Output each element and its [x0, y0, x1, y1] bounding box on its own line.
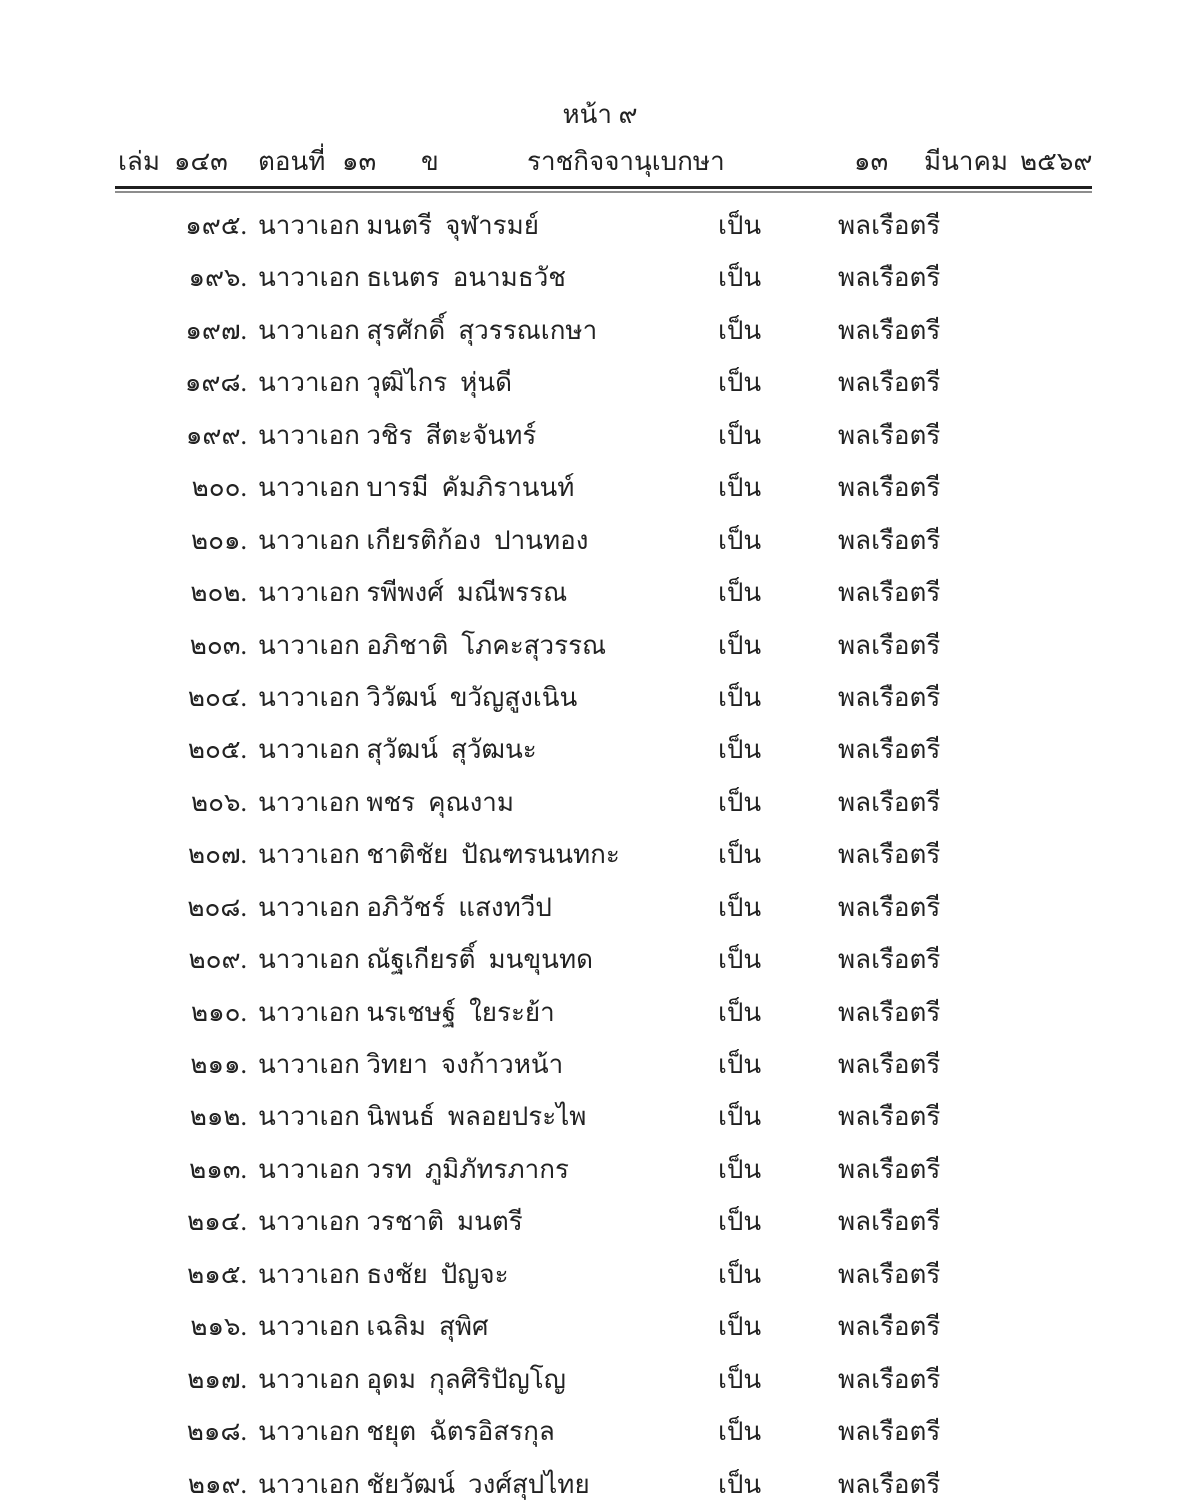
verb: เป็น: [718, 211, 762, 240]
verb: เป็น: [718, 1154, 762, 1184]
list-item: [0, 252, 1200, 304]
section-letter: ข: [421, 147, 439, 176]
masthead: [0, 142, 1200, 182]
new-rank: พลเรือตรี: [838, 473, 941, 503]
item-number: ๒๐๗.: [187, 840, 247, 870]
list-item: [0, 882, 1200, 934]
new-rank: พลเรือตรี: [838, 1469, 941, 1499]
verb: เป็น: [718, 263, 762, 293]
officer-name: นาวาเอก วิทยา จงก้าวหน้า: [258, 1050, 564, 1079]
volume-number: ๑๔๓: [174, 147, 228, 176]
verb: เป็น: [718, 1050, 762, 1079]
new-rank: พลเรือตรี: [838, 945, 941, 975]
part-label: ตอนที่: [258, 147, 326, 176]
item-number: ๒๑๘.: [186, 1417, 247, 1447]
list-item: [0, 1196, 1200, 1248]
officer-name: นาวาเอก วิวัฒน์ ขวัญสูงเนิน: [258, 682, 578, 712]
new-rank: พลเรือตรี: [838, 1312, 941, 1342]
verb: เป็น: [718, 1312, 762, 1342]
officer-name: นาวาเอก นรเชษฐ์ ใยระย้า: [258, 997, 555, 1027]
list-item: [0, 1354, 1200, 1406]
officer-name: นาวาเอก ณัฐเกียรติ์ มนขุนทด: [258, 945, 593, 975]
new-rank: พลเรือตรี: [838, 368, 941, 398]
new-rank: พลเรือตรี: [838, 263, 941, 293]
list-item: [0, 1301, 1200, 1353]
officer-name: นาวาเอก ธงชัย ปัญจะ: [258, 1259, 509, 1289]
list-item: [0, 829, 1200, 881]
item-number: ๒๐๔.: [187, 682, 247, 712]
list-item: [0, 1406, 1200, 1458]
new-rank: พลเรือตรี: [838, 787, 941, 817]
promotion-list: [0, 200, 1200, 1508]
item-number: ๒๑๗.: [187, 1364, 247, 1394]
item-number: ๒๑๖.: [190, 1312, 247, 1342]
item-number: ๒๐๙.: [188, 945, 247, 975]
new-rank: พลเรือตรี: [838, 630, 941, 660]
officer-name: นาวาเอก วรชาติ มนตรี: [258, 1207, 523, 1237]
list-item: [0, 1459, 1200, 1508]
verb: เป็น: [718, 1417, 762, 1447]
item-number: ๒๐๒.: [190, 578, 247, 608]
officer-name: นาวาเอก รพีพงศ์ มณีพรรณ: [258, 578, 568, 608]
new-rank: พลเรือตรี: [838, 315, 941, 345]
new-rank: พลเรือตรี: [838, 735, 941, 765]
verb: เป็น: [718, 315, 762, 345]
list-item: [0, 1144, 1200, 1196]
list-item: [0, 305, 1200, 357]
list-item: [0, 672, 1200, 724]
new-rank: พลเรือตรี: [838, 1259, 941, 1289]
item-number: ๑๙๖.: [188, 263, 247, 293]
date-month: มีนาคม: [924, 147, 1009, 176]
officer-name: นาวาเอก เกียรติก้อง ปานทอง: [258, 525, 589, 555]
verb: เป็น: [718, 892, 762, 922]
item-number: ๒๑๐.: [190, 997, 247, 1027]
officer-name: นาวาเอก ชาติชัย ปัณฑรนนทกะ: [258, 840, 620, 870]
officer-name: นาวาเอก อุดม กุลศิริปัญโญ: [258, 1364, 566, 1394]
verb: เป็น: [718, 682, 762, 712]
part-number: ๑๓: [342, 147, 377, 176]
officer-name: นาวาเอก วรท ภูมิภัทรภากร: [258, 1154, 569, 1184]
officer-name: นาวาเอก ธเนตร อนามธวัช: [258, 263, 566, 293]
rule-gray-line: [115, 191, 1092, 193]
new-rank: พลเรือตรี: [838, 525, 941, 555]
date-year: ๒๕๖๙: [1020, 147, 1093, 176]
list-item: [0, 200, 1200, 252]
list-item: [0, 1091, 1200, 1143]
verb: เป็น: [718, 525, 762, 555]
verb: เป็น: [718, 473, 762, 503]
verb: เป็น: [718, 1102, 762, 1132]
new-rank: พลเรือตรี: [838, 1207, 941, 1237]
new-rank: พลเรือตรี: [838, 1154, 941, 1184]
item-number: ๒๑๔.: [187, 1207, 247, 1237]
officer-name: นาวาเอก บารมี คัมภิรานนท์: [258, 473, 575, 503]
item-number: ๒๐๖.: [190, 787, 247, 817]
verb: เป็น: [718, 1259, 762, 1289]
page-number: หน้า ๙: [562, 100, 638, 129]
officer-name: นาวาเอก อภิชาติ โภคะสุวรรณ: [258, 630, 607, 660]
item-number: ๑๙๙.: [185, 420, 247, 450]
new-rank: พลเรือตรี: [838, 1364, 941, 1394]
verb: เป็น: [718, 368, 762, 398]
list-item: [0, 1249, 1200, 1301]
new-rank: พลเรือตรี: [838, 420, 941, 450]
item-number: ๒๑๙.: [187, 1469, 247, 1499]
verb: เป็น: [718, 840, 762, 870]
new-rank: พลเรือตรี: [838, 211, 941, 240]
new-rank: พลเรือตรี: [838, 1050, 941, 1079]
officer-name: นาวาเอก วชิร สีตะจันทร์: [258, 420, 537, 450]
verb: เป็น: [718, 735, 762, 765]
officer-name: นาวาเอก พชร คุณงาม: [258, 787, 515, 817]
verb: เป็น: [718, 945, 762, 975]
item-number: ๒๑๑.: [190, 1050, 247, 1079]
gazette-title: ราชกิจจานุเบกษา: [527, 147, 725, 176]
new-rank: พลเรือตรี: [838, 892, 941, 922]
new-rank: พลเรือตรี: [838, 1417, 941, 1447]
item-number: ๑๙๕.: [185, 211, 247, 240]
new-rank: พลเรือตรี: [838, 682, 941, 712]
list-item: [0, 1039, 1200, 1091]
masthead-rule: [115, 186, 1092, 193]
item-number: ๒๑๕.: [187, 1259, 247, 1289]
item-number: ๒๐๐.: [191, 473, 247, 503]
list-item: [0, 934, 1200, 986]
list-item: [0, 357, 1200, 409]
item-number: ๒๑๒.: [189, 1102, 247, 1132]
verb: เป็น: [718, 1469, 762, 1499]
list-item: [0, 620, 1200, 672]
list-item: [0, 777, 1200, 829]
officer-name: นาวาเอก สุวัฒน์ สุวัฒนะ: [258, 735, 537, 765]
officer-name: นาวาเอก นิพนธ์ พลอยประไพ: [258, 1102, 587, 1132]
new-rank: พลเรือตรี: [838, 578, 941, 608]
verb: เป็น: [718, 420, 762, 450]
item-number: ๑๙๗.: [185, 315, 247, 345]
new-rank: พลเรือตรี: [838, 840, 941, 870]
item-number: ๒๐๕.: [187, 735, 247, 765]
verb: เป็น: [718, 578, 762, 608]
verb: เป็น: [718, 630, 762, 660]
verb: เป็น: [718, 1207, 762, 1237]
officer-name: นาวาเอก อภิวัชร์ แสงทวีป: [258, 892, 552, 922]
item-number: ๒๑๓.: [189, 1154, 247, 1184]
item-number: ๒๐๑.: [190, 525, 247, 555]
officer-name: นาวาเอก เฉลิม สุพิศ: [258, 1312, 489, 1342]
list-item: [0, 410, 1200, 462]
officer-name: นาวาเอก มนตรี จุฬารมย์: [258, 211, 540, 240]
item-number: ๑๙๘.: [184, 368, 247, 398]
list-item: [0, 724, 1200, 776]
officer-name: นาวาเอก ชัยวัฒน์ วงศ์สุปไทย: [258, 1469, 590, 1499]
new-rank: พลเรือตรี: [838, 1102, 941, 1132]
volume-label: เล่ม: [118, 147, 160, 176]
date-day: ๑๓: [854, 147, 889, 176]
item-number: ๒๐๓.: [189, 630, 247, 660]
officer-name: นาวาเอก วุฒิไกร หุ่นดี: [258, 368, 512, 398]
list-item: [0, 515, 1200, 567]
verb: เป็น: [718, 997, 762, 1027]
officer-name: นาวาเอก ชยุต ฉัตรอิสรกุล: [258, 1417, 555, 1447]
item-number: ๒๐๘.: [187, 892, 247, 922]
list-item: [0, 567, 1200, 619]
list-item: [0, 462, 1200, 514]
list-item: [0, 987, 1200, 1039]
officer-name: นาวาเอก สุรศักดิ์ สุวรรณเกษา: [258, 315, 598, 345]
new-rank: พลเรือตรี: [838, 997, 941, 1027]
verb: เป็น: [718, 1364, 762, 1394]
verb: เป็น: [718, 787, 762, 817]
